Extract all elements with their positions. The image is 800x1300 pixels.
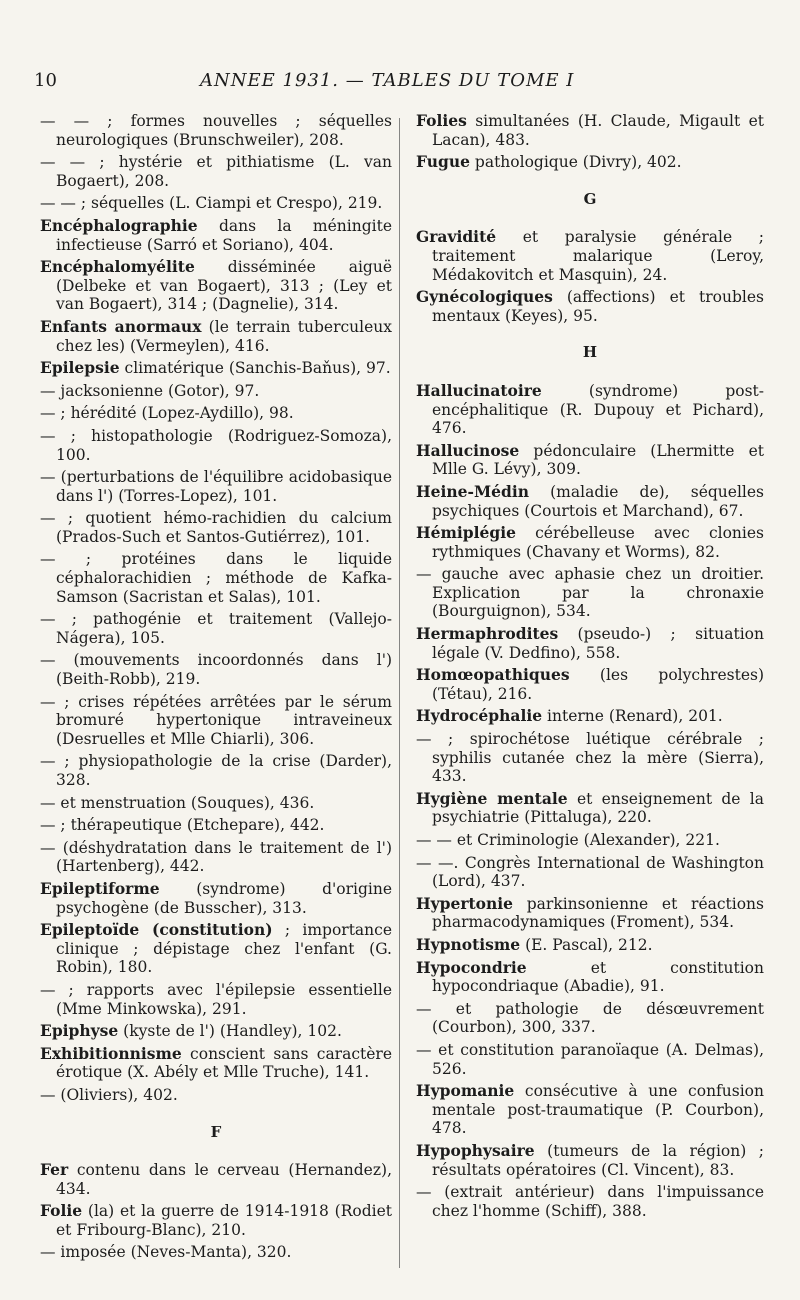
entry-text: (les polychrestes) (Tétau), 216. (432, 666, 764, 703)
index-entry (40, 1243, 392, 1262)
entry-term: Hypomanie (416, 1081, 515, 1101)
entry-term: Folies (416, 111, 467, 130)
entry-text: (maladie de), séquelles psychiques (Courtois et Marchand), 67. (432, 482, 764, 520)
entry-text: pédonculaire (Lhermitte et Mlle G. Lévy), 309. (432, 441, 764, 479)
index-entry (40, 112, 392, 149)
index-entry (416, 790, 764, 827)
index-entry (416, 707, 764, 726)
entry-term: Hydrocéphalie (416, 706, 543, 726)
index-entry (416, 565, 764, 621)
entry-term: Homœopathiques (416, 665, 570, 685)
entry-text: — ; spirochétose luétique cérébrale ; syphilis cutanée chez la mère (Sierra), 433. (416, 730, 764, 786)
entry-term: Heine-Médin (416, 481, 529, 501)
entry-text: cérébelleuse avec clonies rythmiques (Chavany et Worms), 82. (432, 524, 764, 561)
entry-term: Epiphyse (40, 1021, 119, 1041)
entry-text: — (extrait antérieur) dans l'impuissance chez l'homme (Schiff), 388. (416, 1183, 764, 1220)
running-title: ANNEE 1931. — TABLES DU TOME I (200, 70, 575, 91)
column-divider (399, 118, 400, 1268)
index-entry (40, 839, 392, 876)
entry-term: Exhibitionnisme (40, 1043, 182, 1063)
index-entry (40, 382, 392, 401)
index-entry (416, 854, 764, 891)
entry-text: — et menstruation (Souques), 436. (40, 793, 315, 812)
entry-text: — — ; hystérie et pithiatisme (L. van Bogaert), 208. (40, 153, 392, 190)
index-entry (40, 1045, 392, 1082)
entry-text: (la) et la guerre de 1914-1918 (Rodiet et Fribourg-Blanc), 210. (56, 1202, 392, 1239)
index-entry (416, 228, 764, 284)
index-entry (40, 651, 392, 688)
entry-text: (tumeurs de la région) ; résultats opératoires (Cl. Vincent), 83. (432, 1141, 764, 1179)
entry-text: interne (Renard), 201. (542, 707, 723, 726)
index-entry (416, 959, 764, 996)
entry-term: Folie (40, 1201, 83, 1221)
index-entry (40, 217, 392, 254)
index-entry (416, 382, 764, 438)
page-header (0, 70, 800, 94)
entry-term: Fer (40, 1160, 69, 1180)
entry-text: — ; pathogénie et traitement (Vallejo-Nágera), 105. (40, 610, 392, 647)
index-entry (416, 524, 764, 561)
index-entry (416, 1041, 764, 1078)
entry-text: conscient sans caractère érotique (X. Abély et Mlle Truche), 141. (56, 1044, 392, 1082)
entry-text: dans la méningite infectieuse (Sarró et Soriano), 404. (56, 216, 392, 254)
index-entry (40, 427, 392, 464)
right-column (416, 112, 764, 1224)
entry-text: (affections) et troubles mentaux (Keyes), 95. (432, 288, 764, 325)
left-column (40, 112, 392, 1266)
section-letter: H (582, 343, 598, 362)
entry-text: consécutive à une confusion mentale post-traumatique (P. Courbon), 478. (432, 1082, 764, 1138)
entry-term: Hallucinatoire (416, 380, 542, 400)
section-letter: F (210, 1122, 222, 1141)
entry-term: Hallucinose (416, 440, 520, 460)
page-number: 10 (34, 70, 57, 91)
entry-text: — imposée (Neves-Manta), 320. (40, 1243, 292, 1262)
index-entry (40, 1202, 392, 1239)
entry-term: Epilepsie (40, 358, 120, 378)
index-entry (40, 153, 392, 190)
entry-term: Fugue (416, 152, 470, 172)
index-entry (416, 936, 764, 955)
entry-term: Enfants anormaux (40, 316, 202, 336)
index-entry (40, 318, 392, 355)
entry-term: Hermaphrodites (416, 624, 559, 644)
entry-text: (pseudo-) ; situation légale (V. Dedfino), 558. (432, 625, 764, 662)
entry-text: — — ; séquelles (L. Ciampi et Crespo), 219. (40, 194, 383, 213)
index-entry (40, 1161, 392, 1198)
index-entry (416, 442, 764, 479)
entry-text: — ; histopathologie (Rodriguez-Somoza), 100. (40, 426, 392, 464)
entry-text: — ; hérédité (Lopez-Aydillo), 98. (40, 404, 294, 423)
index-entry (40, 794, 392, 813)
index-entry (416, 153, 764, 172)
entry-text: simultanées (H. Claude, Migault et Lacan), 483. (432, 112, 764, 149)
entry-term: Gravidité (416, 227, 497, 247)
entry-text: — — ; formes nouvelles ; séquelles neurologiques (Brunschweiler), 208. (40, 112, 392, 149)
index-entry (40, 1086, 392, 1105)
entry-text: — gauche avec aphasie chez un droitier. Explication par la chronaxie (Bourguignon), 534. (416, 565, 764, 621)
entry-text: — (déshydratation dans le traitement de l') (Hartenberg), 442. (40, 838, 392, 876)
entry-text: (kyste de l') (Handley), 102. (118, 1022, 342, 1041)
index-entry (416, 625, 764, 662)
entry-text: — (mouvements incoordonnés dans l') (Beith-Robb), 219. (40, 651, 392, 689)
index-entry (40, 981, 392, 1018)
index-entry (40, 468, 392, 505)
entry-text: ; importance clinique ; dépistage chez l'enfant (G. Robin), 180. (56, 921, 393, 977)
entry-term: Epileptoïde (constitution) (40, 920, 273, 940)
entry-text: — ; quotient hémo-rachidien du calcium (Prados-Such et Santos-Gutiérrez), 101. (40, 509, 392, 546)
index-entry (416, 666, 764, 703)
section-letter: G (583, 189, 597, 208)
entry-text: (le terrain tuberculeux chez les) (Vermeylen), 416. (56, 317, 392, 355)
index-entry (416, 1183, 764, 1220)
index-entry (40, 921, 392, 977)
entry-term: Hypophysaire (416, 1140, 535, 1160)
entry-text: et constitution hypocondriaque (Abadie), 91. (432, 958, 764, 996)
entry-term: Hypocondrie (416, 957, 527, 977)
entry-text: (syndrome) d'origine psychogène (de Busscher), 313. (56, 879, 392, 917)
index-entry (416, 1000, 764, 1037)
entry-text: — (Oliviers), 402. (40, 1085, 178, 1104)
index-entry (416, 895, 764, 932)
entry-text: climatérique (Sanchis-Baňus), 97. (119, 359, 391, 378)
entry-text: pathologique (Divry), 402. (469, 153, 682, 172)
entry-text: — ; physiopathologie de la crise (Darder), 328. (40, 752, 392, 789)
index-entry (416, 112, 764, 149)
index-entry (416, 730, 764, 786)
index-entry (40, 404, 392, 423)
entry-text: — jacksonienne (Gotor), 97. (40, 381, 260, 400)
entry-text: parkinsonienne et réactions pharmacodynamiques (Froment), 534. (432, 894, 764, 932)
index-entry (40, 194, 392, 213)
index-entry (40, 610, 392, 647)
index-entry (416, 831, 764, 850)
entry-text: contenu dans le cerveau (Hernandez), 434. (56, 1161, 392, 1198)
index-entry (40, 550, 392, 606)
entry-text: (syndrome) post-encéphalitique (R. Dupouy et Pichard), 476. (432, 381, 764, 438)
entry-text: — ; thérapeutique (Etchepare), 442. (40, 816, 325, 835)
index-entry (40, 258, 392, 314)
index-entry (40, 693, 392, 749)
entry-term: Hémiplégie (416, 523, 516, 543)
entry-text: — — et Criminologie (Alexander), 221. (416, 831, 720, 849)
index-entry (40, 816, 392, 835)
entry-term: Gynécologiques (416, 287, 553, 307)
entry-text: (E. Pascal), 212. (520, 935, 653, 954)
entry-text: — ; crises répétées arrêtées par le sérum bromuré hypertonique intraveineux (Desruelles et Mlle Chiarli), 306. (40, 692, 392, 748)
entry-term: Hypnotisme (416, 934, 521, 954)
index-entry (416, 1142, 764, 1179)
entry-term: Encéphalographie (40, 215, 198, 235)
entry-text: disséminée aiguë (Delbeke et van Bogaert), 313 ; (Ley et van Bogaert), 314 ; (Dagnelie), 314. (56, 258, 392, 314)
entry-text: et enseignement de la psychiatrie (Pittaluga), 220. (432, 789, 764, 827)
entry-text: et paralysie générale ; traitement malarique (Leroy, Médakovitch et Masquin), 24. (432, 228, 764, 284)
entry-text: — et pathologie de désœuvrement (Courbon), 300, 337. (416, 999, 764, 1037)
index-entry (40, 752, 392, 789)
entry-text: — et constitution paranoïaque (A. Delmas), 526. (416, 1040, 764, 1078)
entry-text: — ; protéines dans le liquide céphalorachidien ; méthode de Kafka-Samson (Sacristan et Salas), 101. (40, 550, 392, 606)
index-entry (40, 509, 392, 546)
index-entry (416, 1082, 764, 1138)
index-entry (416, 288, 764, 325)
entry-term: Encéphalomyélite (40, 257, 195, 277)
entry-term: Hygiène mentale (416, 788, 568, 808)
index-entry (40, 359, 392, 378)
entry-text: — —. Congrès International de Washington (Lord), 437. (416, 853, 764, 891)
entry-text: — (perturbations de l'équilibre acidobasique dans l') (Torres-Lopez), 101. (40, 468, 392, 505)
index-entry (40, 1022, 392, 1041)
entry-term: Hypertonie (416, 893, 514, 913)
index-entry (416, 483, 764, 520)
entry-text: — ; rapports avec l'épilepsie essentielle (Mme Minkowska), 291. (40, 980, 392, 1018)
index-entry (40, 880, 392, 917)
entry-term: Epileptiforme (40, 878, 160, 898)
